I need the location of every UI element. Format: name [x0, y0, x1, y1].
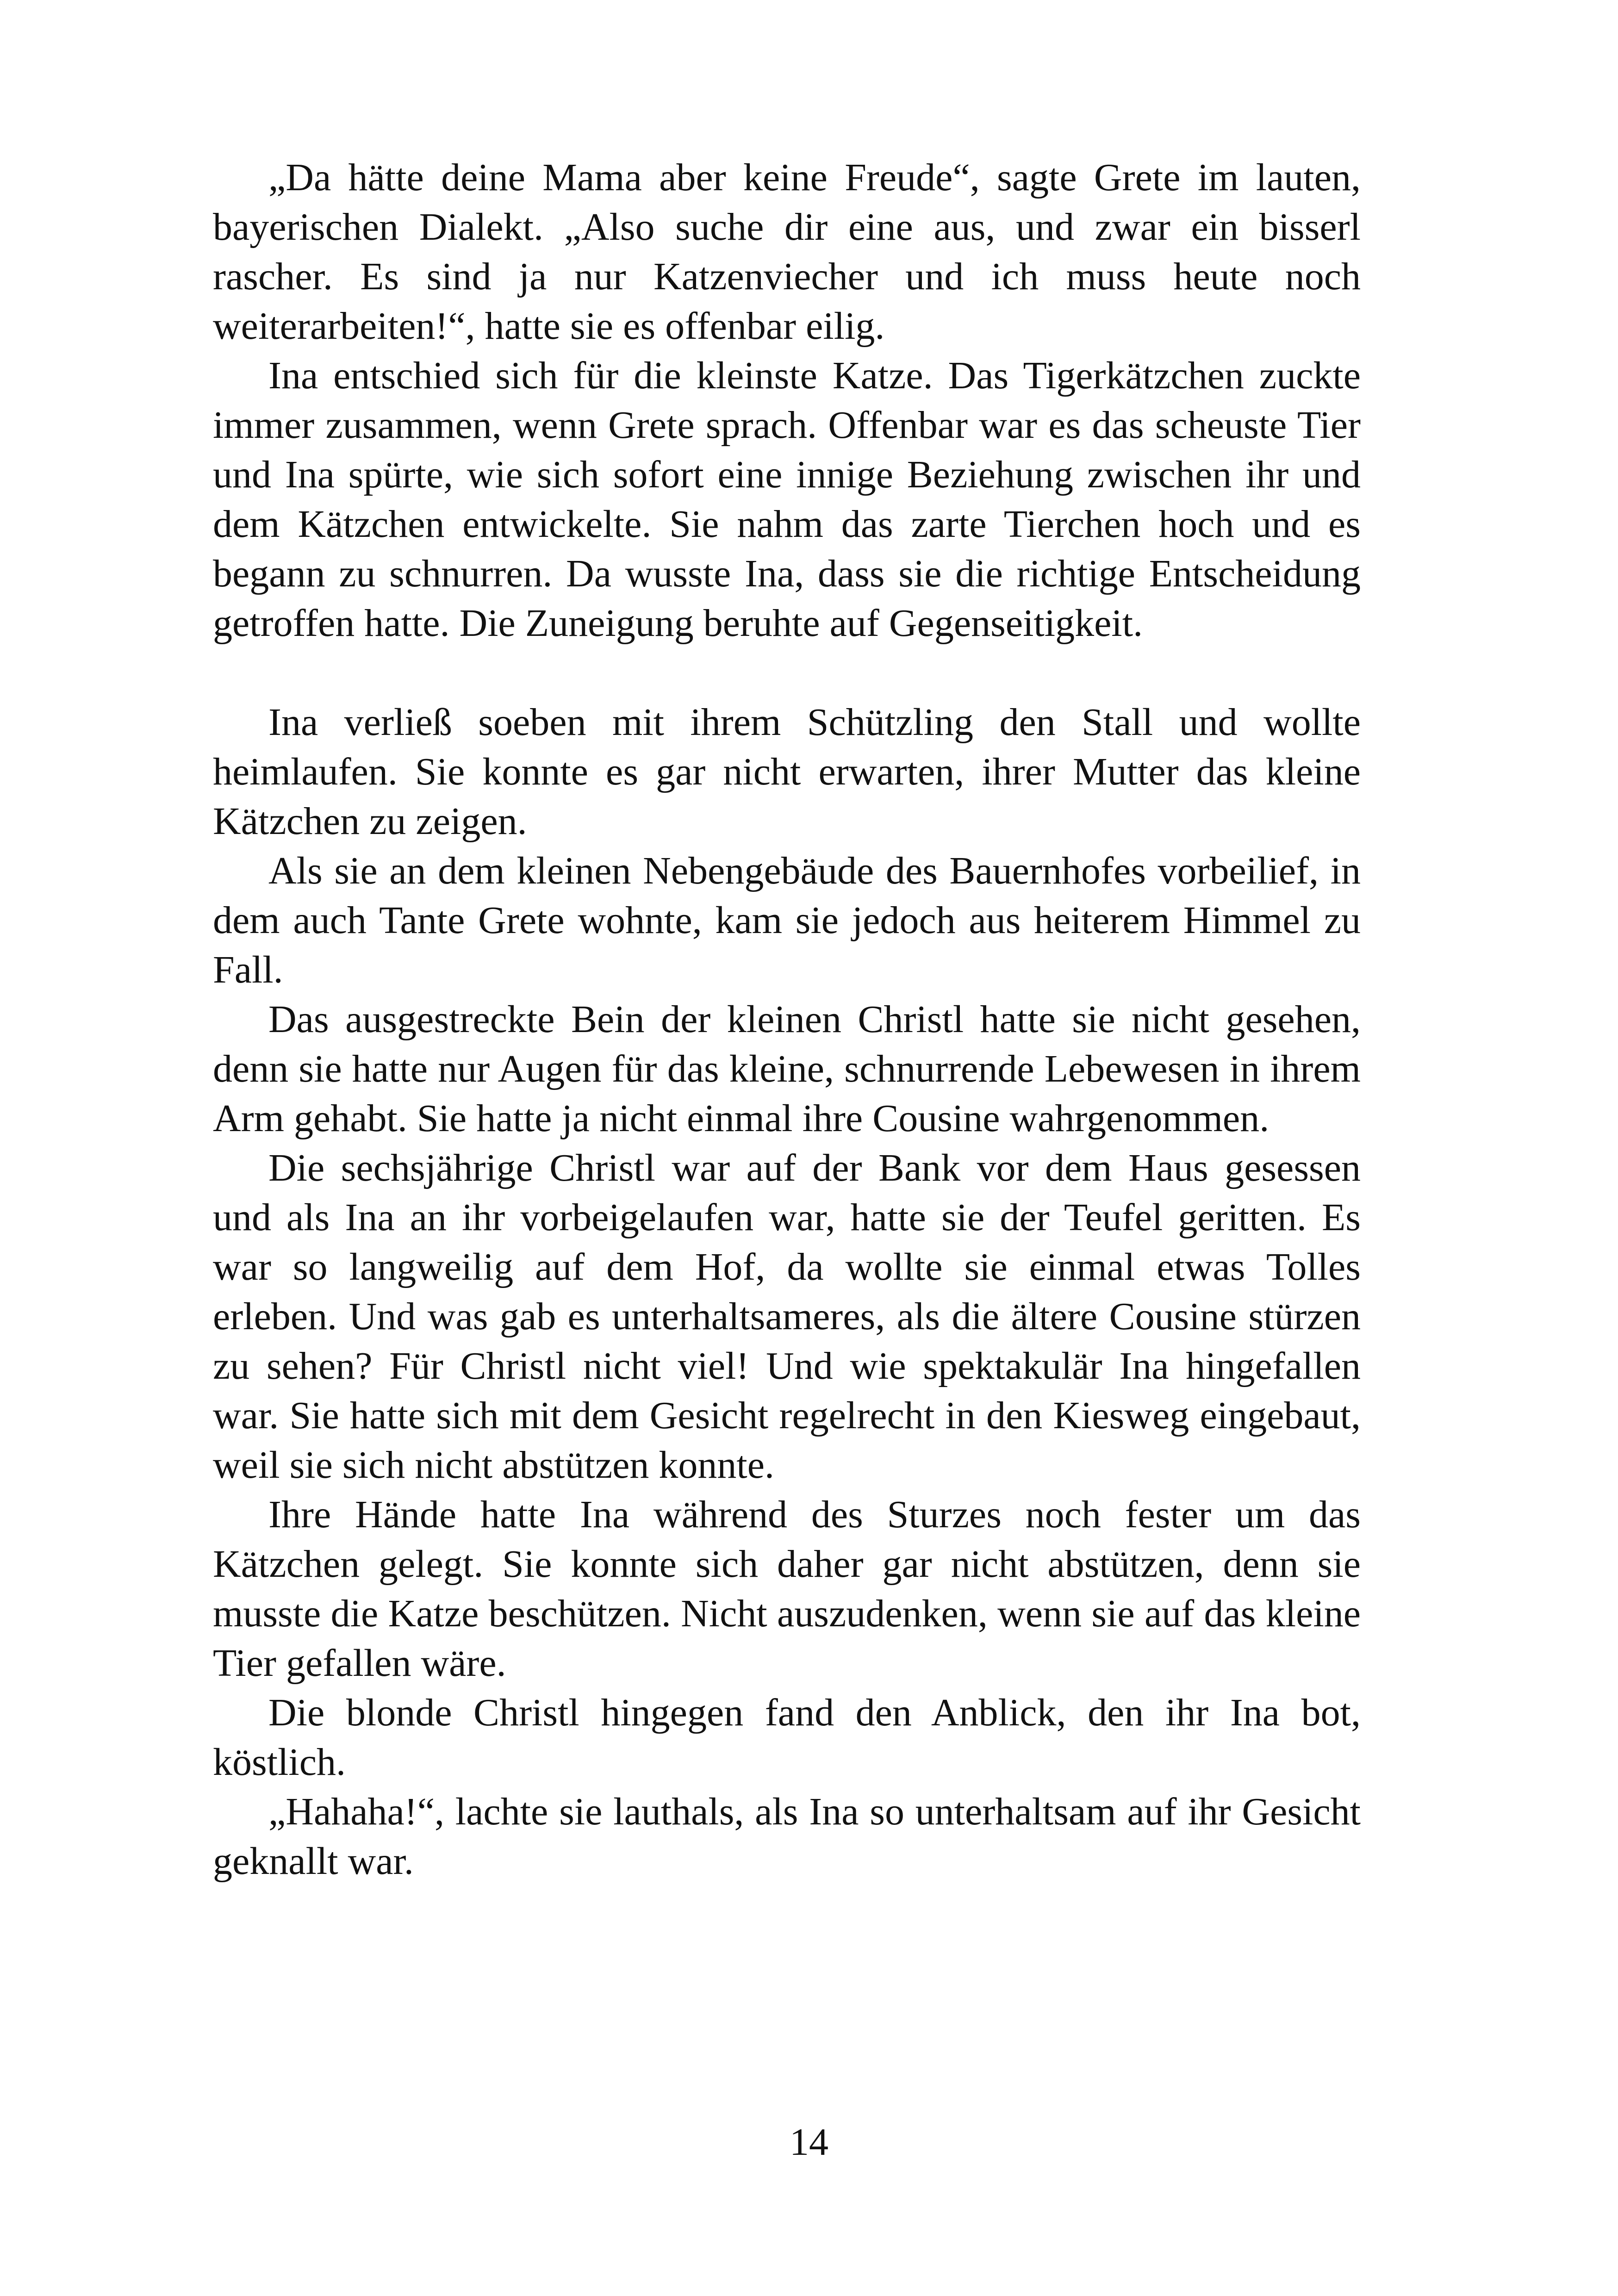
paragraph-2: Ina entschied sich für die kleinste Katze. Das Tigerkätzchen zuckte immer zusammen, wenn Grete sprach. Offenbar war es das scheuste Tier und Ina spürte, wie sich sofort eine innige Beziehung zwischen ihr und dem Kätzchen entwickelte. Sie nahm das zarte Tierchen hoch und es begann zu schnurren. Da wusste Ina, dass sie die richtige Entscheidung getroffen hatte. Die Zuneigung beruhte auf Gegenseitigkeit. — [213, 354, 1361, 645]
paragraph-1: „Da hätte deine Mama aber keine Freude“, sagte Grete im lauten, bayerischen Dialekt. „Also suche dir eine aus, und zwar ein bisserl rascher. Es sind ja nur Katzenviecher und ich muss heute noch weiterarbeiten!“, hatte sie es offenbar eilig. — [213, 156, 1361, 348]
paragraph-5: Das ausgestreckte Bein der kleinen Christl hatte sie nicht gesehen, denn sie hatte nur Augen für das kleine, schnurrende Lebewesen in ihrem Arm gehabt. Sie hatte ja nicht einmal ihre Cousine wahrgenommen. — [213, 998, 1361, 1140]
paragraph-8: Die blonde Christl hingegen fand den Anblick, den ihr Ina bot, köstlich. — [213, 1691, 1361, 1784]
body-text — [213, 153, 1361, 1886]
paragraph-3: Ina verließ soeben mit ihrem Schützling den Stall und wollte heimlaufen. Sie konnte es gar nicht erwarten, ihrer Mutter das kleine Kätzchen zu zeigen. — [213, 701, 1361, 843]
paragraph-7: Ihre Hände hatte Ina während des Sturzes noch fester um das Kätzchen gelegt. Sie konnte sich daher gar nicht abstützen, denn sie musste die Katze beschützen. Nicht auszudenken, wenn sie auf das kleine Tier gefallen wäre. — [213, 1493, 1361, 1685]
paragraph-6: Die sechsjährige Christl war auf der Bank vor dem Haus gesessen und als Ina an ihr vorbeigelaufen war, hatte sie der Teufel geritten. Es war so langweilig auf dem Hof, da wollte sie einmal etwas Tolles erleben. Und was gab es unterhaltsameres, als die ältere Cousine stürzen zu sehen? Für Christl nicht viel! Und wie spektakulär Ina hingefallen war. Sie hatte sich mit dem Gesicht regelrecht in den Kiesweg eingebaut, weil sie sich nicht abstützen konnte. — [213, 1146, 1361, 1487]
paragraph-9: „Hahaha!“, lachte sie lauthals, als Ina so unterhaltsam auf ihr Gesicht geknallt war. — [213, 1790, 1361, 1883]
paragraph-4: Als sie an dem kleinen Nebengebäude des Bauernhofes vorbeilief, in dem auch Tante Grete wohnte, kam sie jedoch aus heiterem Himmel zu Fall. — [213, 849, 1361, 991]
page-number: 14 — [790, 2121, 828, 2164]
